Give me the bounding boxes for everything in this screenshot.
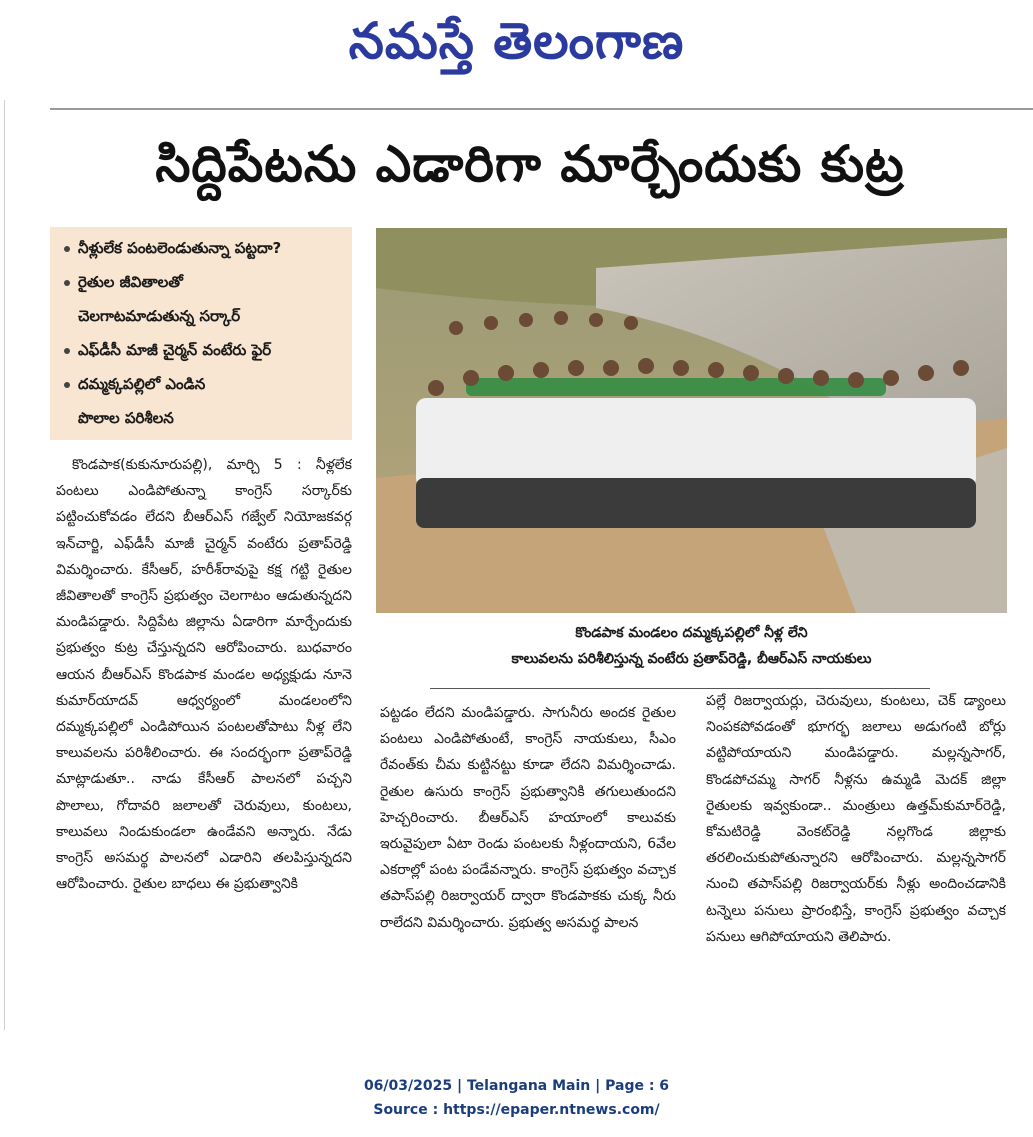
page-footer (0, 1074, 1033, 1122)
article-text: పట్టడం లేదని మండిపడ్డారు. సాగునీరు అందక రైతుల పంటలు ఎండిపోతుంటే, కాంగ్రెస్ నాయకులు, సీఎం రేవంత్‌కు చీమ కుట్టినట్టు కూడా లేదని విమర్శించాడు. రైతుల ఉసురు కాంగ్రెస్ ప్రభుత్వానికి తగులుతుందని హెచ్చరించారు. బీఆర్‌ఎస్ హయాంలో కాలువకు ఇరువైపులా ఏటా రెండు పంటలకు నీళ్లందాయని, 6వేల ఎకరాల్లో పంట పండేవన్నారు. కాంగ్రెస్ ప్రభుత్వం వచ్చాక తపాస్‌పల్లి రిజర్వాయర్ ద్వారా కొండపాకకు చుక్క నీరు రాలేదని విమర్శించారు. ప్రభుత్వ అసమర్థ పాలన (380, 705, 676, 931)
news-photo (376, 228, 1007, 613)
caption-line: కొండపాక మండలం దమ్మక్కపల్లిలో నీళ్ల లేని (575, 625, 808, 641)
highlight-text: దమ్మక్కపల్లిలో ఎండిన (78, 375, 206, 393)
highlight-item (64, 339, 344, 361)
highlight-item (64, 237, 344, 259)
highlight-continuation: పొలాల పరిశీలన (78, 409, 174, 427)
newspaper-masthead: నమస్తే తెలంగాణ (348, 11, 685, 70)
left-margin-rule (4, 100, 5, 1030)
article-text: కొండపాక(కుకునూరుపల్లి), మార్చి 5 : నీళ్లలేక పంటలు ఎండిపోతున్నా కాంగ్రెస్ సర్కార్‌కు పట్టించుకోవడం లేదని బీఆర్‌ఎస్ గజ్వేల్ నియోజకవర్గ ఇన్‌చార్జి, ఎఫ్‌డీసీ మాజీ చైర్మన్ వంటేరు ప్రతాప్‌రెడ్డి విమర్శించారు. కేసీఆర్, హరీశ్‌రావుపై కక్ష గట్టి రైతుల జీవితాలతో కాంగ్రెస్ ప్రభుత్వం చెలగాటం ఆడుతున్నదని మండిపడ్డారు. సిద్దిపేట జిల్లాను ఏడారిగా మార్చేందుకు ప్రభుత్వం కుట్ర చేస్తున్నదని ఆరోపించారు. బుధవారం ఆయన బీఆర్‌ఎస్ కొండపాక మండల అధ్యక్షుడు నూనె కుమార్‌యాదవ్ ఆధ్వర్యంలో మండలంలోని దమ్మక్కపల్లిలో ఎండిపోయిన పంటలతోపాటు నీళ్ల లేని కాలువలను పరిశీలించారు. ఈ సందర్భంగా ప్రతాప్‌రెడ్డి మాట్లాడుతూ.. నాడు కేసీఆర్ పాలనలో పచ్చని పొలాలు, గోదావరి జలాలతో చెరువులు, కుంటలు, కాలువలు నిండుకుండలా ఉండేవని అన్నారు. నేడు కాంగ్రెస్ అసమర్థ పాలనలో ఎడారిని తలపిస్తున్నదని ఆరోపించారు. రైతుల బాధలు ఈ ప్రభుత్వానికి (56, 457, 352, 893)
highlights-box (50, 227, 352, 440)
article-text: పల్లే రిజర్వాయర్లు, చెరువులు, కుంటలు, చెక్ డ్యాంలు నింపకపోవడంతో భూగర్భ జలాలు అడుగంటి బోర్లు వట్టిపోయాయని మండిపడ్డారు. మల్లన్నసాగర్, కొండపోచమ్మ సాగర్ నీళ్లను ఉమ్మడి మెదక్ జిల్లా రైతులకు ఇవ్వకుండా.. మంత్రులు ఉత్తమ్‌కుమార్‌రెడ్డి, కోమటిరెడ్డి వెంకట్‌రెడ్డి నల్లగొండ జిల్లాకు తరలించుకుపోతున్నారని ఆరోపించారు. మల్లన్నసాగర్ నుంచి తపాస్‌పల్లి రిజర్వాయర్‌కు నీళ్లు అందించడానికి టన్నెలు పనులు ప్రారంభిస్తే, కాంగ్రెస్ ప్రభుత్వం వచ్చాక పనులు ఆగిపోయాయని తెలిపారు. (706, 693, 1006, 945)
caption-line: కాలువలను పరిశీలిస్తున్న వంటేరు ప్రతాప్‌రెడ్డి, బీఆర్‌ఎస్ నాయకులు (511, 651, 872, 667)
bullet-icon (64, 280, 70, 286)
highlight-item (64, 373, 344, 429)
bullet-icon (64, 382, 70, 388)
footer-source-line: Source : https://epaper.ntnews.com/ (373, 1102, 660, 1118)
highlight-text: నీళ్లులేక పంటలెండుతున్నా పట్టదా? (78, 239, 282, 257)
photo-caption (376, 620, 1007, 672)
article-column-1 (56, 452, 352, 1040)
highlight-text: రైతుల జీవితాలతో (78, 273, 183, 291)
bullet-icon (64, 348, 70, 354)
highlight-item (64, 271, 344, 327)
highlight-text: ఎఫ్‌డీసీ మాజీ చైర్మన్ వంటేరు ఫైర్ (78, 341, 272, 359)
article-column-3 (706, 688, 1006, 1040)
header-divider (50, 108, 1033, 110)
article-column-2 (380, 700, 676, 1040)
bullet-icon (64, 246, 70, 252)
footer-date-line: 06/03/2025 | Telangana Main | Page : 6 (363, 1078, 670, 1094)
highlight-continuation: చెలగాటమాడుతున్న సర్కార్ (78, 307, 241, 325)
article-headline: సిద్దిపేటను ఎడారిగా మార్చేందుకు కుట్ర (155, 135, 905, 193)
